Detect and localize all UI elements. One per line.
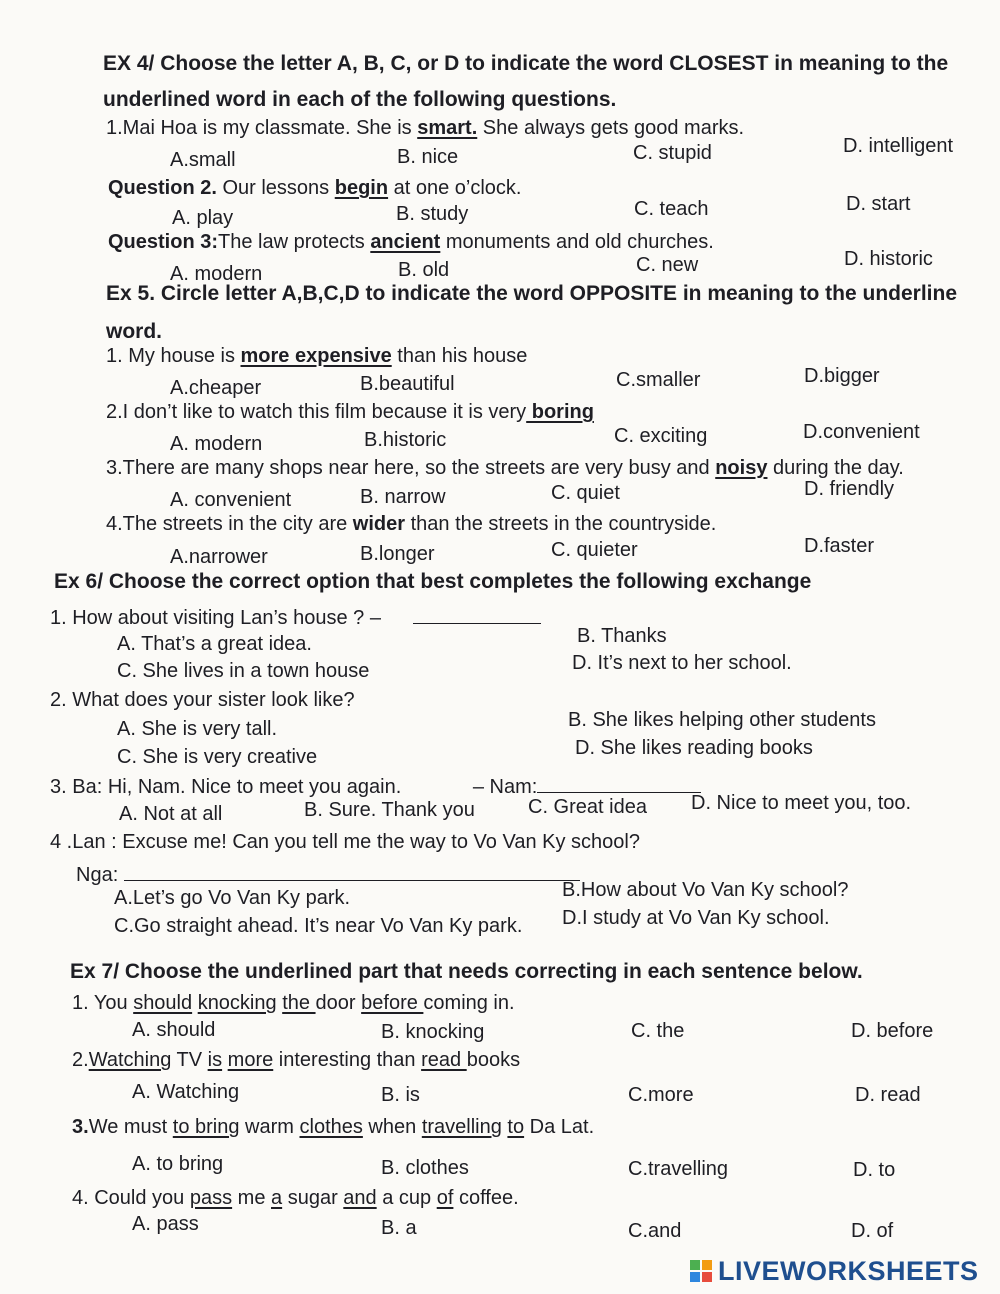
ex7-q1-option-c[interactable]: C. the (631, 1020, 685, 1042)
answer-blank[interactable] (413, 605, 541, 624)
ex6-q2: 2. What does your sister look like? (50, 689, 355, 711)
ex5-q1-option-b[interactable]: B.beautiful (360, 373, 455, 395)
underlined-part: travelling (421, 1116, 502, 1138)
underlined-part: should (133, 992, 193, 1014)
ex4-title-cont: underlined word in each of the following questions. (103, 88, 617, 111)
q-text: a cup (376, 1187, 437, 1209)
ex5-q3-option-b[interactable]: B. narrow (360, 486, 446, 508)
answer-blank[interactable] (124, 862, 580, 881)
ex7-title: Ex 7/ Choose the underlined part that needs correcting in each sentence below. (70, 960, 863, 983)
ex7-q2-option-c[interactable]: C.more (628, 1084, 694, 1106)
ex7-q3-option-c[interactable]: C.travelling (628, 1158, 729, 1180)
ex6-q1-option-a[interactable]: A. That’s a great idea. (117, 633, 312, 655)
target-word: smart. (417, 117, 478, 139)
ex6-q3-option-b[interactable]: B. Sure. Thank you (304, 799, 475, 821)
ex4-q1-option-d[interactable]: D. intelligent (843, 135, 954, 157)
ex6-title: Ex 6/ Choose the correct option that best completes the following exchange (54, 570, 812, 593)
ex7-q2-option-a[interactable]: A. Watching (132, 1081, 240, 1103)
ex6-q3-option-c[interactable]: C. Great idea (528, 796, 647, 818)
ex4-q2 (108, 176, 522, 200)
ex4-q2-option-c[interactable]: C. teach (634, 198, 709, 220)
q-text: books (466, 1049, 521, 1071)
ex6-q2-option-a[interactable]: A. She is very tall. (117, 718, 278, 740)
ex5-q1-option-a[interactable]: A.cheaper (170, 377, 262, 399)
q-text: door (315, 992, 362, 1014)
logo-text: LIVEWORKSHEETS (718, 1255, 979, 1286)
ex6-q4-option-c[interactable]: C.Go straight ahead. It’s near Vo Van Ky park. (114, 915, 523, 937)
ex7-q3-option-a[interactable]: A. to bring (132, 1153, 224, 1175)
q-text: interesting than (273, 1049, 422, 1071)
underlined-part: is (207, 1049, 223, 1071)
logo-square (690, 1272, 700, 1282)
ex4-q3-option-a[interactable]: A. modern (170, 263, 263, 285)
ex7-q1 (72, 991, 515, 1015)
underlined-part: of (436, 1187, 454, 1209)
ex6-q3-option-d[interactable]: D. Nice to meet you, too. (691, 792, 912, 814)
q-text: 1.Mai Hoa is my classmate. She is (106, 117, 418, 139)
q-text: – Nam: (472, 776, 538, 798)
ex5-q2 (106, 400, 594, 424)
ex5-q4-option-c[interactable]: C. quieter (551, 539, 638, 561)
ex5-q3-option-c[interactable]: C. quiet (551, 482, 620, 504)
q-text: coming in. (423, 992, 515, 1014)
ex6-q4-option-d[interactable]: D.I study at Vo Van Ky school. (562, 907, 830, 929)
underlined-part: a (271, 1187, 283, 1209)
target-word: ancient (370, 231, 441, 253)
q-text: Nga: (76, 864, 119, 886)
underlined-part: pass (189, 1187, 233, 1209)
ex6-q2-option-c[interactable]: C. She is very creative (117, 746, 318, 768)
q-text: She always gets good marks. (477, 117, 745, 139)
ex7-q3-option-d[interactable]: D. to (853, 1159, 896, 1181)
q-text: during the day. (767, 457, 904, 479)
ex7-q4-option-a[interactable]: A. pass (132, 1213, 199, 1235)
q-text: 4.The streets in the city are (106, 513, 353, 535)
q-text: 3. Ba: Hi, Nam. Nice to meet you again. (50, 776, 402, 798)
underlined-part: to bring (172, 1116, 240, 1138)
ex6-q1-option-c[interactable]: C. She lives in a town house (117, 660, 370, 682)
question-label: Question 2. (108, 177, 217, 199)
target-word: begin (334, 177, 389, 199)
q-text: than the streets in the countryside. (405, 513, 717, 535)
ex6-q1-option-b[interactable]: B. Thanks (577, 625, 667, 647)
q-text: 1. You (72, 992, 134, 1014)
ex5-q4-option-d[interactable]: D.faster (804, 535, 875, 557)
ex7-q4-option-c[interactable]: C.and (628, 1220, 682, 1242)
ex5-q4 (106, 512, 716, 536)
ex5-q2-option-a[interactable]: A. modern (170, 433, 263, 455)
q-text: warm (239, 1116, 300, 1138)
ex5-title: Ex 5. Circle letter A,B,C,D to indicate the word OPPOSITE in meaning to the underline (106, 282, 958, 305)
liveworksheets-logo[interactable] (690, 1256, 979, 1286)
q-text: 2. (72, 1049, 89, 1071)
ex5-q4-option-a[interactable]: A.narrower (170, 546, 268, 568)
target-word: wider (352, 513, 406, 535)
q-text: 1. My house is (106, 345, 241, 367)
q-text: me (232, 1187, 272, 1209)
q-text: 2.I don’t like to watch this film because it is very (106, 401, 527, 423)
ex7-q4 (72, 1186, 519, 1210)
logo-square (690, 1260, 700, 1270)
ex6-q3-option-a[interactable]: A. Not at all (119, 803, 223, 825)
ex4-q3-option-b[interactable]: B. old (398, 259, 450, 281)
ex5-q3-option-a[interactable]: A. convenient (170, 489, 292, 511)
ex4-q2-option-b[interactable]: B. study (396, 203, 469, 225)
underlined-part: to (507, 1116, 525, 1138)
ex5-q3-option-d[interactable]: D. friendly (804, 478, 895, 500)
ex6-q4: 4 .Lan : Excuse me! Can you tell me the way to Vo Van Ky school? (50, 831, 640, 853)
ex6-q1-option-d[interactable]: D. It’s next to her school. (572, 652, 792, 674)
underlined-part: more (227, 1049, 274, 1071)
underlined-part: clothes (299, 1116, 363, 1138)
ex6-q2-option-b[interactable]: B. She likes helping other students (568, 709, 876, 731)
q-text: 4. Could you (72, 1187, 190, 1209)
underlined-part: before (361, 992, 424, 1014)
ex5-q2-option-b[interactable]: B.historic (364, 429, 447, 451)
q-text: sugar (282, 1187, 344, 1209)
q-text: than his house (391, 345, 528, 367)
underlined-part: the (282, 992, 316, 1014)
target-word: noisy (715, 457, 768, 479)
q-text: The law protects (218, 231, 371, 253)
q-text: 1. How about visiting Lan’s house ? – (50, 607, 381, 629)
logo-grid-icon (690, 1260, 712, 1282)
ex4-q1 (106, 116, 744, 140)
underlined-part: Watching (88, 1049, 172, 1071)
logo-square (702, 1272, 712, 1282)
q-text: 3.There are many shops near here, so the streets are very busy and (106, 457, 716, 479)
ex4-q3 (108, 230, 714, 254)
ex7-q4-option-b[interactable]: B. a (381, 1217, 417, 1239)
ex7-q4-option-d[interactable]: D. of (851, 1220, 894, 1242)
ex5-q4-option-b[interactable]: B.longer (360, 543, 435, 565)
ex7-q1-option-d[interactable]: D. before (851, 1020, 934, 1042)
ex6-q1 (50, 605, 541, 630)
ex7-q3-option-b[interactable]: B. clothes (381, 1157, 469, 1179)
ex4-q1-option-a[interactable]: A.small (170, 149, 236, 171)
ex4-q2-option-d[interactable]: D. start (846, 193, 911, 215)
ex5-q2-option-d[interactable]: D.convenient (803, 421, 920, 443)
ex7-q1-option-a[interactable]: A. should (132, 1019, 216, 1041)
logo-square (702, 1260, 712, 1270)
q-text: monuments and old churches. (440, 231, 714, 253)
q-text: TV (171, 1049, 208, 1071)
target-word: boring (526, 401, 594, 423)
q-text: We must (88, 1116, 173, 1138)
q-text: Da Lat. (524, 1116, 595, 1138)
ex4-q3-option-d[interactable]: D. historic (844, 248, 933, 270)
target-word: more expensive (240, 345, 392, 367)
ex7-q3 (72, 1115, 594, 1139)
underlined-part: and (343, 1187, 377, 1209)
underlined-part: read (421, 1049, 467, 1071)
ex7-q2-option-d[interactable]: D. read (855, 1084, 921, 1106)
question-label: Question 3: (108, 231, 219, 253)
ex4-q3-option-c[interactable]: C. new (636, 254, 699, 276)
ex5-q1-option-c[interactable]: C.smaller (616, 369, 701, 391)
ex6-q2-option-d[interactable]: D. She likes reading books (575, 737, 813, 759)
ex6-q4-option-b[interactable]: B.How about Vo Van Ky school? (562, 879, 849, 901)
ex6-q4-reply (76, 862, 580, 887)
ex4-q1-option-c[interactable]: C. stupid (633, 142, 712, 164)
ex5-q1 (106, 344, 527, 368)
q-text: when (362, 1116, 422, 1138)
ex5-q3 (106, 456, 904, 480)
ex5-q2-option-c[interactable]: C. exciting (614, 425, 708, 447)
underlined-part: knocking (197, 992, 277, 1014)
q-text: at one o’clock. (388, 177, 522, 199)
ex7-q2 (72, 1048, 520, 1072)
ex4-q1-option-b[interactable]: B. nice (397, 146, 459, 168)
ex6-q4-option-a[interactable]: A.Let’s go Vo Van Ky park. (114, 887, 351, 909)
question-label: 3. (72, 1116, 89, 1138)
ex5-title-cont: word. (106, 320, 162, 343)
ex4-title: EX 4/ Choose the letter A, B, C, or D to indicate the word CLOSEST in meaning to the (103, 52, 949, 75)
q-text: Our lessons (216, 177, 335, 199)
ex5-q1-option-d[interactable]: D.bigger (804, 365, 880, 387)
answer-blank[interactable] (537, 774, 701, 793)
ex7-q2-option-b[interactable]: B. is (381, 1084, 420, 1106)
ex7-q1-option-b[interactable]: B. knocking (381, 1021, 485, 1043)
q-text: coffee. (453, 1187, 519, 1209)
ex4-q2-option-a[interactable]: A. play (172, 207, 234, 229)
